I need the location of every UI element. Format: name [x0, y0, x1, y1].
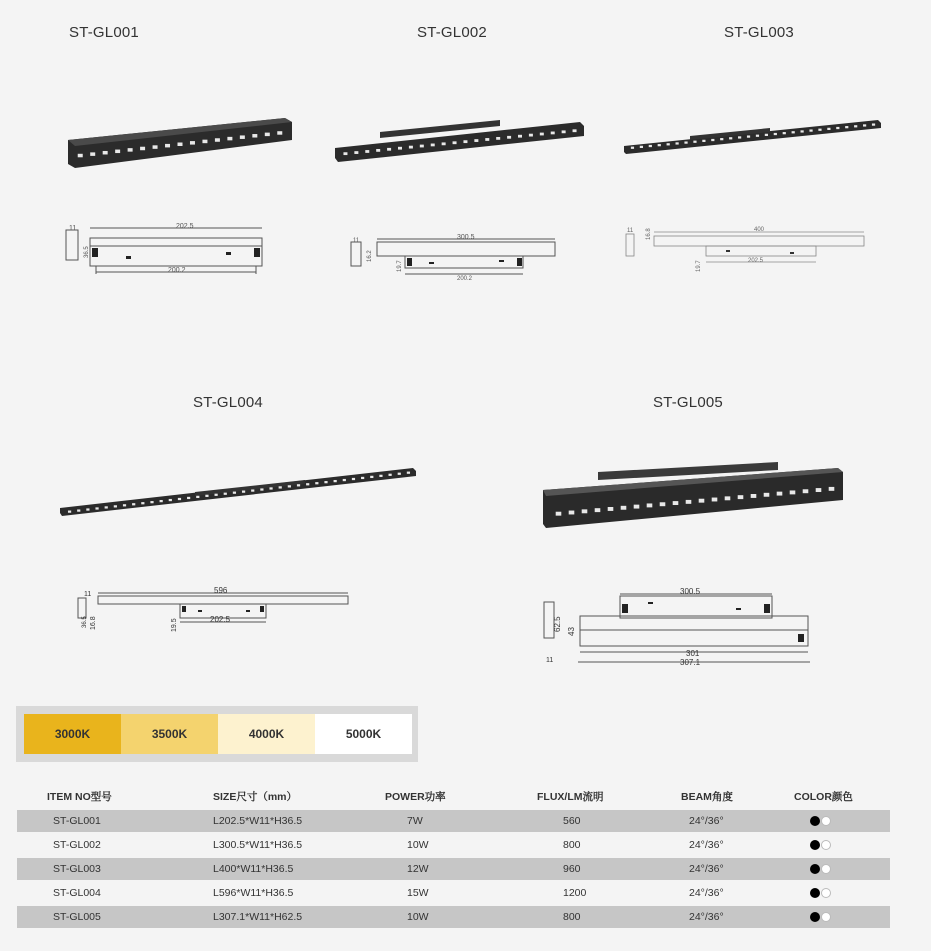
led-lens: [816, 488, 822, 492]
led-lens: [556, 512, 562, 516]
product-image-gl001: [60, 110, 295, 180]
dim-lw-gl001: 11: [69, 225, 77, 232]
table-cell: L307.1*W11*H62.5: [213, 911, 303, 923]
led-lens: [78, 154, 83, 158]
led-lens: [95, 507, 98, 509]
dim-lh-gl001: 36.5: [84, 246, 90, 258]
led-lens: [712, 498, 718, 502]
led-lens: [792, 131, 795, 133]
table-cell: ST-GL003: [53, 863, 101, 875]
table-cell: 24°/36°: [689, 887, 724, 899]
led-lens: [667, 143, 670, 145]
led-lens: [150, 501, 153, 503]
led-lens: [190, 141, 195, 144]
led-lens: [693, 141, 696, 143]
black-color-dot: [810, 888, 820, 898]
dim-lw-gl003: 11: [627, 228, 634, 234]
led-lens: [777, 492, 783, 496]
led-lens: [114, 505, 117, 507]
led-lens: [764, 493, 770, 497]
led-lens: [658, 144, 661, 146]
led-lens: [551, 132, 555, 135]
led-lens: [251, 489, 254, 491]
dim-bottom-gl001: 200.2: [168, 267, 186, 274]
led-lens: [205, 495, 208, 497]
led-lens: [140, 147, 145, 151]
led-lens: [634, 505, 640, 509]
led-lens: [711, 139, 714, 141]
header-beam: BEAM角度: [681, 791, 733, 803]
led-lens: [277, 131, 282, 135]
led-lens: [224, 493, 227, 495]
color-temperature-strip: [16, 706, 418, 762]
black-color-dot: [810, 816, 820, 826]
led-lens: [529, 134, 533, 137]
led-lens: [738, 136, 741, 138]
drawing-gl002: [345, 232, 560, 284]
white-color-dot: [821, 912, 831, 922]
led-lens: [105, 506, 108, 508]
led-lens: [573, 129, 577, 132]
led-lens: [90, 152, 95, 156]
led-lens: [801, 130, 804, 132]
led-lens: [485, 138, 489, 141]
color-options: [810, 882, 831, 904]
header-flux: FLUX/LM流明: [537, 791, 604, 803]
led-lens: [169, 499, 172, 501]
table-cell: 24°/36°: [689, 839, 724, 851]
dim-b1-gl005: 301: [686, 649, 700, 658]
led-lens: [765, 134, 768, 136]
led-lens: [365, 150, 369, 153]
white-color-dot: [821, 840, 831, 850]
led-lens: [463, 140, 467, 143]
dim-lw-gl005: 11: [546, 657, 554, 664]
led-lens: [260, 488, 263, 490]
led-lens: [160, 500, 163, 502]
product-title-gl004: ST-GL004: [193, 394, 263, 411]
table-cell: 10W: [407, 839, 429, 851]
dim-sa-gl002: 16.2: [367, 250, 373, 262]
led-lens: [518, 135, 522, 138]
led-lens: [86, 508, 89, 510]
led-lens: [621, 506, 627, 510]
color-options: [810, 810, 831, 832]
swatch-3500k: 3500K: [121, 714, 218, 754]
header-power: POWER功率: [385, 791, 446, 803]
led-lens: [352, 478, 355, 480]
white-color-dot: [821, 816, 831, 826]
product-image-gl003: [620, 112, 885, 160]
table-row: [17, 882, 890, 904]
led-lens: [297, 484, 300, 486]
led-lens: [242, 491, 245, 493]
led-lens: [398, 473, 401, 475]
table-cell: 24°/36°: [689, 863, 724, 875]
table-cell: ST-GL001: [53, 815, 101, 827]
led-lens: [684, 141, 687, 143]
led-lens: [829, 487, 835, 491]
led-lens: [265, 133, 270, 137]
drawing-gl001: [60, 220, 270, 280]
dim-top-gl005: 300.5: [680, 587, 701, 596]
table-cell: 15W: [407, 887, 429, 899]
dim-b2-gl005: 307.1: [680, 658, 701, 667]
dim-top-gl003: 400: [754, 227, 765, 233]
led-lens: [872, 123, 875, 125]
led-lens: [279, 486, 282, 488]
led-lens: [783, 132, 786, 134]
led-lens: [178, 143, 183, 147]
led-lens: [77, 509, 80, 511]
table-row: [17, 858, 890, 880]
drawing-gl003: [620, 222, 870, 280]
product-title-gl001: ST-GL001: [69, 24, 139, 41]
led-lens: [233, 492, 236, 494]
table-row: [17, 906, 890, 928]
product-title-gl002: ST-GL002: [417, 24, 487, 41]
led-lens: [361, 477, 364, 479]
led-lens: [507, 136, 511, 139]
dim-sb-gl002: 19.7: [397, 260, 403, 272]
led-lens: [608, 507, 614, 511]
led-lens: [660, 502, 666, 506]
led-lens: [420, 145, 424, 148]
led-lens: [324, 481, 327, 483]
dim-side-gl005: 43: [567, 627, 576, 636]
header-item-no: ITEM NO型号: [47, 791, 112, 803]
table-cell: 560: [563, 815, 581, 827]
led-lens: [699, 499, 705, 503]
led-lens: [387, 148, 391, 151]
table-row: [17, 810, 890, 832]
led-lens: [738, 495, 744, 499]
drawing-gl005: [540, 582, 815, 668]
product-title-gl003: ST-GL003: [724, 24, 794, 41]
swatch-5000k: 5000K: [315, 714, 412, 754]
led-lens: [640, 146, 643, 148]
led-lens: [803, 489, 809, 493]
led-lens: [376, 149, 380, 152]
color-options: [810, 834, 831, 856]
led-lens: [836, 127, 839, 129]
led-lens: [729, 137, 732, 139]
table-cell: 800: [563, 911, 581, 923]
led-lens: [649, 145, 652, 147]
led-lens: [288, 485, 291, 487]
led-lens: [370, 476, 373, 478]
led-lens: [686, 500, 692, 504]
led-lens: [269, 487, 272, 489]
table-cell: L596*W11*H36.5: [213, 887, 294, 899]
black-color-dot: [810, 912, 820, 922]
table-cell: ST-GL002: [53, 839, 101, 851]
table-cell: 7W: [407, 815, 423, 827]
led-lens: [474, 139, 478, 142]
table-cell: 24°/36°: [689, 815, 724, 827]
dim-sb-gl004: 19.5: [171, 618, 178, 632]
led-lens: [165, 144, 170, 148]
led-lens: [845, 126, 848, 128]
header-size: SIZE尺寸（mm）: [213, 791, 298, 803]
table-cell: 10W: [407, 911, 429, 923]
led-lens: [540, 133, 544, 136]
led-lens: [442, 142, 446, 145]
dim-sb-gl003: 19.7: [696, 260, 702, 272]
table-cell: L202.5*W11*H36.5: [213, 815, 303, 827]
led-lens: [123, 504, 126, 506]
white-color-dot: [821, 864, 831, 874]
led-lens: [128, 148, 133, 152]
table-cell: ST-GL005: [53, 911, 101, 923]
product-image-gl004: [55, 462, 420, 522]
black-color-dot: [810, 840, 820, 850]
led-lens: [676, 142, 679, 144]
led-lens: [756, 135, 759, 137]
dim-top-gl004: 596: [214, 586, 228, 595]
led-lens: [153, 145, 158, 149]
table-cell: 24°/36°: [689, 911, 724, 923]
dim-lh-gl004: 36.5: [82, 616, 88, 628]
led-lens: [343, 479, 346, 481]
color-options: [810, 858, 831, 880]
led-lens: [334, 480, 337, 482]
led-lens: [774, 133, 777, 135]
led-lens: [582, 509, 588, 513]
color-options: [810, 906, 831, 928]
led-lens: [702, 140, 705, 142]
table-row: [17, 834, 890, 856]
white-color-dot: [821, 888, 831, 898]
product-image-gl005: [538, 460, 848, 540]
led-lens: [389, 474, 392, 476]
led-lens: [720, 138, 723, 140]
led-lens: [409, 146, 413, 149]
table-cell: 800: [563, 839, 581, 851]
led-lens: [178, 498, 181, 500]
led-lens: [725, 496, 731, 500]
led-lens: [68, 511, 71, 513]
led-lens: [496, 137, 500, 140]
led-lens: [562, 130, 566, 133]
led-lens: [132, 503, 135, 505]
dim-top-gl001: 202.5: [176, 223, 194, 230]
led-lens: [673, 501, 679, 505]
table-cell: 12W: [407, 863, 429, 875]
dim-bottom-gl002: 200.2: [457, 276, 473, 282]
led-lens: [809, 129, 812, 131]
led-lens: [343, 152, 347, 155]
led-lens: [827, 128, 830, 130]
led-lens: [306, 483, 309, 485]
dim-sa-gl004: 16.8: [90, 616, 97, 630]
dim-bottom-gl004: 202.5: [210, 615, 231, 624]
led-lens: [103, 151, 108, 155]
led-lens: [751, 494, 757, 498]
led-lens: [187, 497, 190, 499]
led-lens: [595, 508, 601, 512]
black-color-dot: [810, 864, 820, 874]
table-cell: ST-GL004: [53, 887, 101, 899]
led-lens: [863, 124, 866, 126]
dim-bottom-gl003: 202.5: [748, 258, 764, 264]
swatch-4000k: 4000K: [218, 714, 315, 754]
table-cell: L300.5*W11*H36.5: [213, 839, 303, 851]
led-lens: [315, 482, 318, 484]
led-lens: [354, 151, 358, 154]
led-lens: [202, 140, 207, 144]
led-lens: [747, 135, 750, 137]
swatch-3000k: 3000K: [24, 714, 121, 754]
led-lens: [252, 134, 257, 138]
led-lens: [141, 502, 144, 504]
led-lens: [818, 129, 821, 131]
led-lens: [569, 511, 575, 515]
table-cell: L400*W11*H36.5: [213, 863, 294, 875]
led-lens: [398, 147, 402, 150]
dim-lh-gl005: 62.5: [553, 616, 562, 632]
led-lens: [453, 141, 457, 144]
led-lens: [631, 147, 634, 149]
product-image-gl002: [330, 112, 590, 172]
dim-sa-gl003: 16.8: [646, 228, 652, 240]
header-color: COLOR颜色: [794, 791, 853, 803]
led-lens: [227, 137, 232, 141]
dim-lw-gl004: 11: [84, 591, 92, 598]
table-header: [17, 786, 890, 808]
led-lens: [196, 496, 199, 498]
table-cell: 960: [563, 863, 581, 875]
product-title-gl005: ST-GL005: [653, 394, 723, 411]
led-lens: [379, 475, 382, 477]
drawing-gl004: [68, 586, 353, 634]
table-cell: 1200: [563, 887, 587, 899]
led-lens: [790, 490, 796, 494]
led-lens: [407, 472, 410, 474]
dim-top-gl002: 300.5: [457, 234, 475, 241]
dim-lw-gl002: 11: [353, 238, 360, 244]
led-lens: [240, 135, 245, 139]
led-lens: [431, 144, 435, 147]
led-lens: [215, 494, 218, 496]
led-lens: [854, 125, 857, 127]
led-lens: [647, 503, 653, 507]
led-lens: [115, 150, 120, 154]
led-lens: [215, 138, 220, 142]
